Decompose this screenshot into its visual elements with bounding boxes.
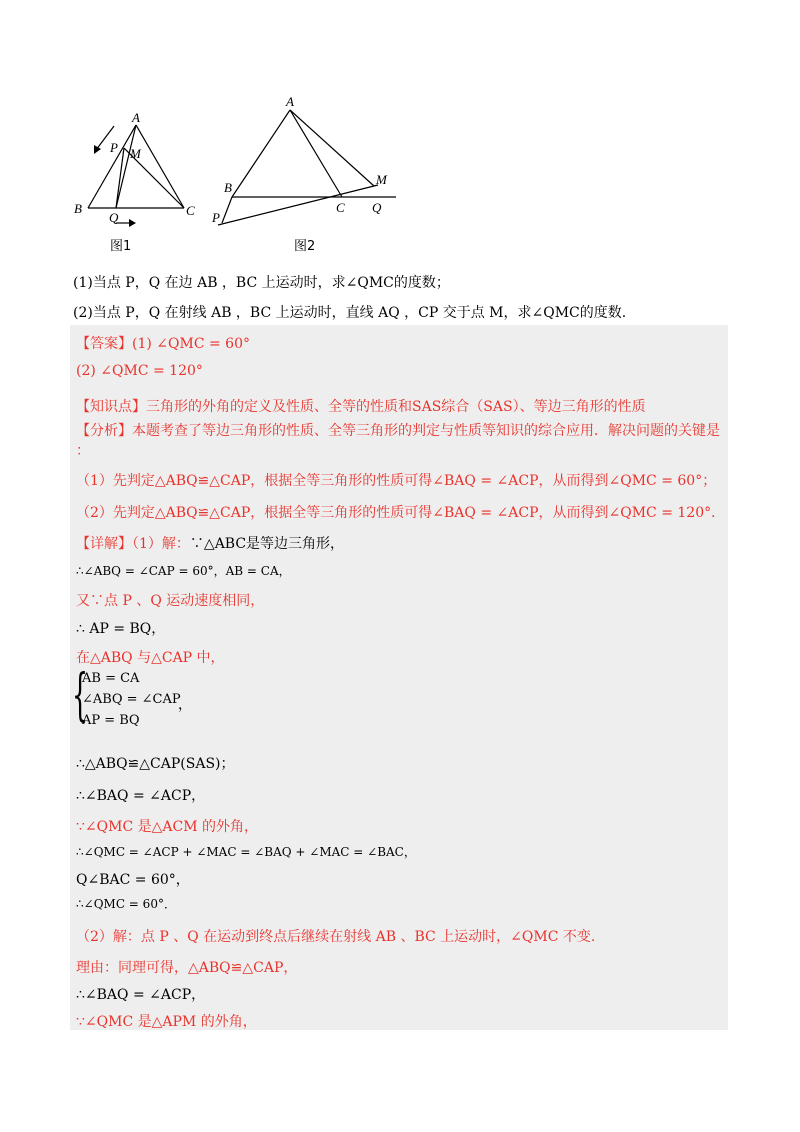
detail-line-6: ∴△ABQ≌△CAP(SAS)； bbox=[76, 756, 235, 772]
label-a: A bbox=[286, 94, 294, 109]
detail-line-8: ∵∠QMC 是△ACM 的外角， bbox=[76, 819, 258, 835]
detail-line-4: ∴ AP = BQ， bbox=[76, 621, 166, 637]
label-b: B bbox=[224, 180, 232, 195]
answer-label: 【答案】 bbox=[76, 336, 132, 352]
analysis-step-2: （2）先判定△ABQ≌△CAP，根据全等三角形的性质可得∠BAQ = ∠ACP，从而得到∠QMC = 120°． bbox=[76, 505, 726, 521]
system-brace: { bbox=[72, 663, 89, 728]
label-q: Q bbox=[372, 200, 382, 215]
detail-part-1: （1）解： bbox=[132, 536, 190, 552]
detail-line-2: ∴∠ABQ = ∠CAP = 60°，AB = CA， bbox=[76, 564, 291, 578]
figure-2-caption: 图2 bbox=[294, 239, 316, 254]
condition-3: AP = BQ bbox=[82, 713, 140, 728]
answer-1: (1) ∠QMC = 60° bbox=[132, 336, 250, 352]
knowledge-label: 【知识点】 bbox=[76, 399, 146, 415]
detail-line-7: ∴∠BAQ = ∠ACP， bbox=[76, 788, 206, 804]
segment-aq bbox=[116, 125, 136, 208]
figure-1 bbox=[66, 108, 206, 258]
detail-line-12: （2）解：点 P 、Q 在运动到终点后继续在射线 AB 、BC 上运动时，∠QMC 不变. bbox=[76, 929, 596, 945]
edge-ab bbox=[232, 110, 290, 197]
label-c: C bbox=[186, 203, 195, 218]
condition-comma: ， bbox=[178, 697, 192, 713]
figure-2 bbox=[200, 92, 410, 262]
label-p: P bbox=[212, 210, 220, 225]
detail-line-11: ∴∠QMC = 60°． bbox=[76, 897, 176, 911]
condition-2: ∠ABQ = ∠CAP bbox=[82, 692, 181, 707]
analysis-text: 本题考查了等边三角形的性质、全等三角形的判定与性质等知识的综合应用．解决问题的关键是 bbox=[132, 423, 720, 439]
ray-ab bbox=[222, 197, 232, 223]
analysis-step-1: （1）先判定△ABQ≌△CAP，根据全等三角形的性质可得∠BAQ = ∠ACP，从而得到∠QMC = 60°； bbox=[76, 473, 717, 489]
question-1: (1)当点 P，Q 在边 AB ，BC 上运动时，求∠QMC的度数； bbox=[73, 275, 450, 291]
detail-line-3: 又∵点 P 、Q 运动速度相同， bbox=[76, 593, 265, 609]
arrowhead-q bbox=[129, 219, 136, 227]
question-2: (2)当点 P，Q 在射线 AB ，BC 上运动时，直线 AQ ，CP 交于点 M，求∠QMC的度数. bbox=[73, 305, 627, 321]
answer-2: (2) ∠QMC = 120° bbox=[76, 363, 203, 379]
detail-equilateral: ∵△ABC是等边三角形， bbox=[189, 536, 345, 552]
label-c: C bbox=[336, 200, 345, 215]
line-aq bbox=[290, 110, 374, 186]
label-p: P bbox=[110, 140, 118, 155]
analysis-line bbox=[76, 420, 720, 440]
condition-1: AB = CA bbox=[82, 671, 140, 686]
detail-line-9: ∴∠QMC = ∠ACP + ∠MAC = ∠BAQ + ∠MAC = ∠BAC， bbox=[76, 845, 416, 859]
figure-1-caption: 图1 bbox=[110, 239, 132, 254]
arrowhead-p bbox=[94, 145, 101, 154]
analysis-text-tail: ： bbox=[76, 443, 90, 459]
detail-line-1 bbox=[76, 533, 344, 553]
knowledge-line bbox=[76, 396, 646, 416]
congruence-conditions bbox=[82, 668, 181, 731]
label-m: M bbox=[130, 146, 141, 161]
label-b: B bbox=[74, 201, 82, 216]
detail-line-5: 在△ABQ 与△CAP 中， bbox=[76, 650, 225, 666]
answer-line-1 bbox=[76, 333, 250, 353]
label-a: A bbox=[132, 110, 140, 125]
label-m: M bbox=[376, 172, 387, 187]
edge-ab bbox=[88, 125, 136, 208]
detail-label: 【详解】 bbox=[76, 536, 132, 552]
detail-line-13: 理由：同理可得，△ABQ≌△CAP， bbox=[76, 960, 298, 976]
detail-line-15: ∵∠QMC 是△APM 的外角， bbox=[76, 1014, 257, 1030]
detail-line-14: ∴∠BAQ = ∠ACP， bbox=[76, 987, 206, 1003]
edge-ca bbox=[290, 110, 342, 197]
detail-line-10: Q∠BAC = 60°， bbox=[76, 872, 190, 888]
line-cp bbox=[218, 185, 378, 225]
analysis-label: 【分析】 bbox=[76, 423, 132, 439]
knowledge-text: 三角形的外角的定义及性质、全等的性质和SAS综合（SAS）、等边三角形的性质 bbox=[146, 399, 646, 415]
label-q: Q bbox=[109, 210, 119, 225]
